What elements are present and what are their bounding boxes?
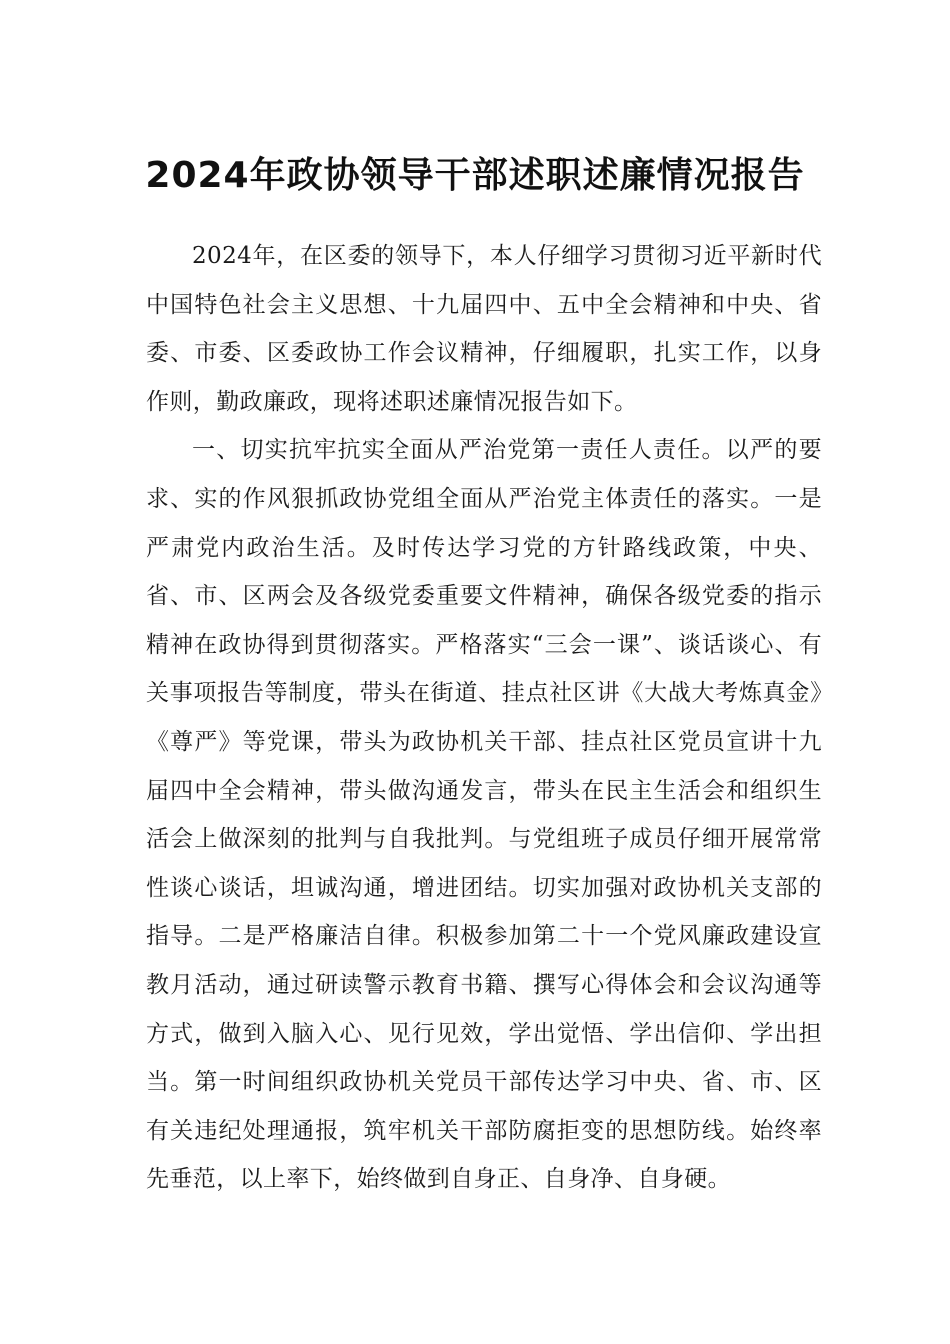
intro-paragraph: 2024年，在区委的领导下，本人仔细学习贯彻习近平新时代中国特色社会主义思想、十九届四中、五中全会精神和中央、省委、市委、区委政协工作会议精神，仔细履职，扎实工作，以身作则，勤政廉政，现将述职述廉情况报告如下。: [146, 243, 822, 415]
document-title: 2024年政协领导干部述职述廉情况报告: [145, 155, 805, 197]
document-body: [146, 232, 822, 1204]
section-one-paragraph: 一、切实抗牢抗实全面从严治党第一责任人责任。以严的要求、实的作风狠抓政协党组全面从严治党主体责任的落实。一是严肃党内政治生活。及时传达学习党的方针路线政策，中央、省、市、区两会及各级党委重要文件精神，确保各级党委的指示精神在政协得到贯彻落实。严格落实“三会一课”、谈话谈心、有关事项报告等制度，带头在街道、挂点社区讲《大战大考炼真金》《尊严》等党课，带头为政协机关干部、挂点社区党员宣讲十九届四中全会精神，带头做沟通发言，带头在民主生活会和组织生活会上做深刻的批判与自我批判。与党组班子成员仔细开展常常性谈心谈话，坦诚沟通，增进团结。切实加强对政协机关支部的指导。二是严格廉洁自律。积极参加第二十一个党风廉政建设宣教月活动，通过研读警示教育书籍、撰写心得体会和会议沟通等方式，做到入脑入心、见行见效，学出觉悟、学出信仰、学出担当。第一时间组织政协机关党员干部传达学习中央、省、市、区有关违纪处理通报，筑牢机关干部防腐拒变的思想防线。始终率先垂范，以上率下，始终做到自身正、自身净、自身硬。: [146, 437, 822, 1193]
